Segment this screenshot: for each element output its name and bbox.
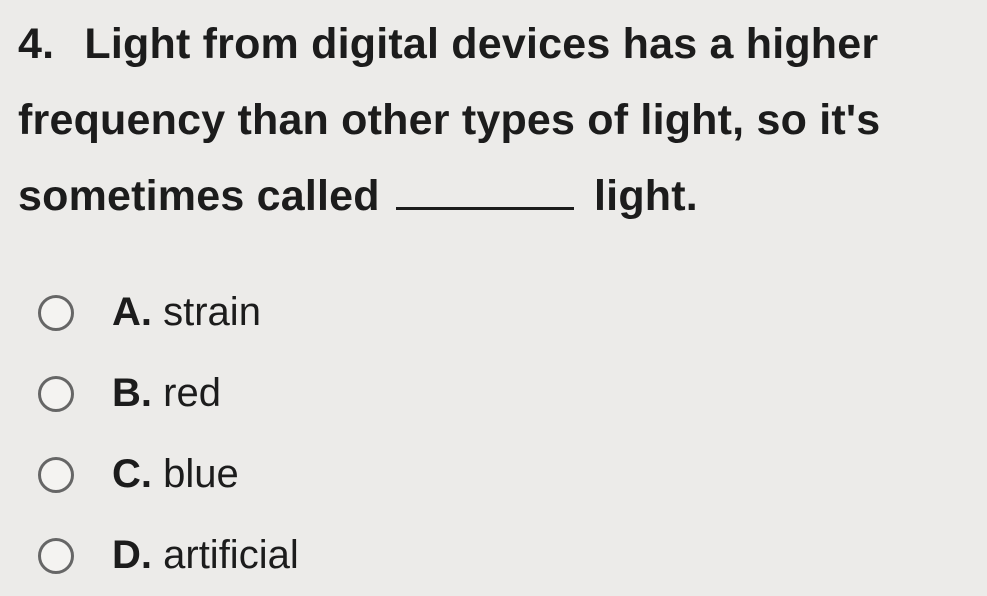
option-text: artificial: [163, 533, 299, 577]
answer-options: [38, 272, 299, 596]
radio-button-icon[interactable]: [38, 295, 74, 331]
radio-button-icon[interactable]: [38, 376, 74, 412]
answer-blank: [396, 173, 574, 210]
option-c-label: [112, 452, 239, 497]
option-letter: B.: [112, 371, 152, 415]
radio-button-icon[interactable]: [38, 538, 74, 574]
option-text: strain: [163, 290, 261, 334]
option-a[interactable]: [38, 272, 299, 353]
option-text: red: [163, 371, 221, 415]
question-line-3-after: light.: [594, 172, 698, 220]
option-text: blue: [163, 452, 239, 496]
question-number: 4.: [18, 20, 55, 68]
option-letter: D.: [112, 533, 152, 577]
option-d-label: [112, 533, 299, 578]
question-line-1-text: Light from digital devices has a higher: [84, 20, 879, 68]
question-line-2: frequency than other types of light, so it's: [18, 96, 881, 144]
option-c[interactable]: [38, 434, 299, 515]
option-letter: C.: [112, 452, 152, 496]
radio-button-icon[interactable]: [38, 457, 74, 493]
option-letter: A.: [112, 290, 152, 334]
question-line-1: [18, 6, 978, 82]
option-d[interactable]: [38, 515, 299, 596]
question-line-3: [18, 158, 978, 234]
question-line-3-before: sometimes called: [18, 172, 380, 220]
question-text: [18, 6, 978, 234]
option-a-label: [112, 290, 261, 335]
option-b-label: [112, 371, 221, 416]
option-b[interactable]: [38, 353, 299, 434]
